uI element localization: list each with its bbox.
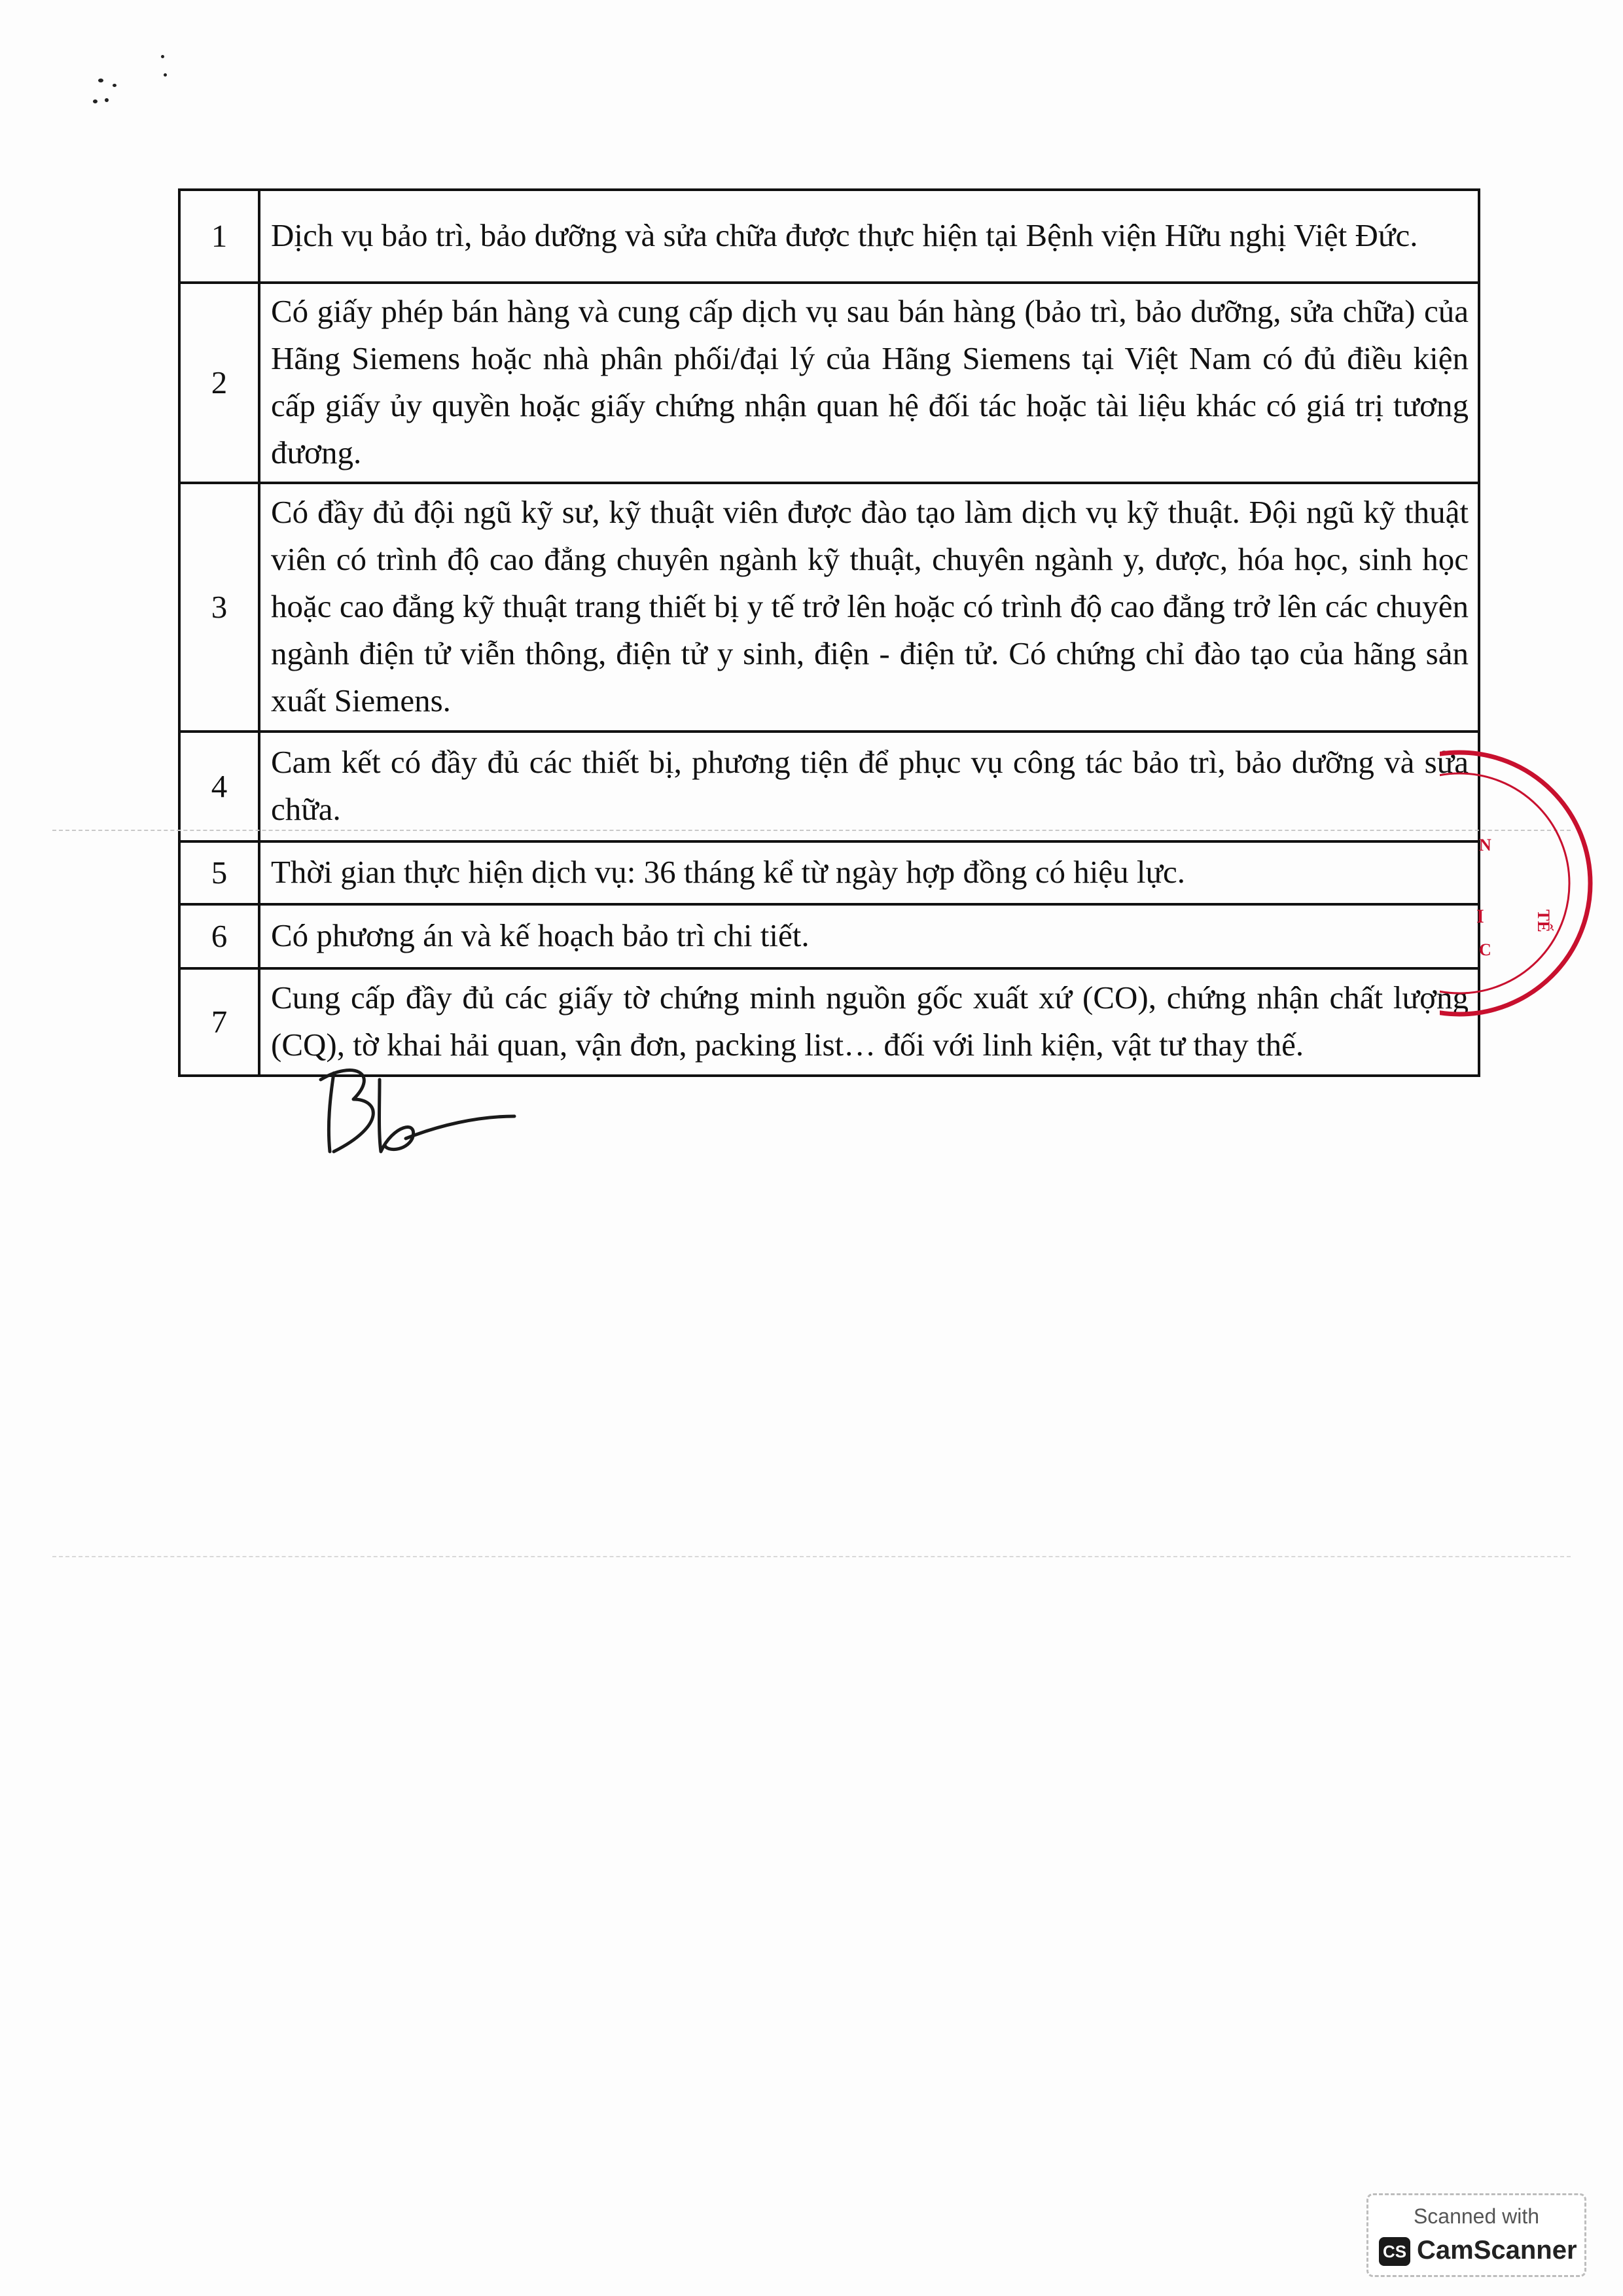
scan-artifact-line [52, 830, 1571, 831]
requirement-text: Thời gian thực hiện dịch vụ: 36 tháng kể từ ngày hợp đồng có hiệu lực. [259, 841, 1479, 904]
scan-speck [113, 84, 116, 87]
red-seal-stamp [1440, 726, 1623, 1034]
scan-speck [93, 99, 98, 103]
camscanner-logo-icon: CS [1379, 2237, 1410, 2266]
svg-text:TẾ: TẾ [1534, 910, 1553, 932]
requirement-text: Cung cấp đầy đủ các giấy tờ chứng minh nguồn gốc xuất xứ (CO), chứng nhận chất lượng (CQ), tờ khai hải quan, vận đơn, packing list… đối với linh kiện, vật tư thay thế. [259, 968, 1479, 1076]
camscanner-caption: Scanned with [1413, 2204, 1540, 2228]
table-row [179, 841, 1479, 904]
requirement-text: Dịch vụ bảo trì, bảo dưỡng và sửa chữa được thực hiện tại Bệnh viện Hữu nghị Việt Đức. [259, 190, 1479, 283]
table-row [179, 732, 1479, 841]
scan-speck [164, 73, 167, 77]
stamp-outer-ring [1440, 752, 1590, 1014]
requirement-text: Có phương án và kế hoạch bảo trì chi tiết. [259, 904, 1479, 968]
table-row [179, 483, 1479, 732]
scan-speck [161, 55, 164, 58]
requirement-text: Cam kết có đầy đủ các thiết bị, phương tiện để phục vụ công tác bảo trì, bảo dưỡng và sửa chữa. [259, 732, 1479, 841]
row-number: 6 [179, 904, 259, 968]
scan-speck [98, 79, 103, 82]
svg-text:I: I [1476, 906, 1484, 927]
camscanner-watermark [1366, 2193, 1586, 2277]
row-number: 4 [179, 732, 259, 841]
handwritten-signature [308, 1053, 530, 1171]
table-row [179, 190, 1479, 283]
svg-text:C: C [1479, 940, 1491, 959]
row-number: 1 [179, 190, 259, 283]
requirement-text: Có đầy đủ đội ngũ kỹ sư, kỹ thuật viên được đào tạo làm dịch vụ kỹ thuật. Đội ngũ kỹ thuật viên có trình độ cao đẳng chuyên ngành kỹ thuật, chuyên ngành y, dược, hóa học, sinh học hoặc cao đẳng kỹ thuật trang thiết bị y tế trở lên hoặc có trình độ cao đẳng trở lên các chuyên ngành điện tử viễn thông, điện tử y sinh, điện - điện tử. Có chứng chỉ đào tạo của hãng sản xuất Siemens. [259, 483, 1479, 732]
table-row [179, 283, 1479, 483]
scan-artifact-line [52, 1556, 1571, 1557]
row-number: 3 [179, 483, 259, 732]
table-row [179, 904, 1479, 968]
requirements-table [178, 188, 1480, 1077]
row-number: 2 [179, 283, 259, 483]
requirement-text: Có giấy phép bán hàng và cung cấp dịch vụ sau bán hàng (bảo trì, bảo dưỡng, sửa chữa) của Hãng Siemens hoặc nhà phân phối/đại lý của Hãng Siemens tại Việt Nam có đủ điều kiện cấp giấy ủy quyền hoặc giấy chứng nhận quan hệ đối tác hoặc tài liệu khác có giá trị tương đương. [259, 283, 1479, 483]
stamp-inner-ring [1440, 773, 1569, 993]
scan-speck [105, 98, 109, 102]
row-number: 7 [179, 968, 259, 1076]
svg-text:N: N [1479, 836, 1491, 855]
camscanner-brand: CamScanner [1417, 2236, 1577, 2265]
row-number: 5 [179, 841, 259, 904]
